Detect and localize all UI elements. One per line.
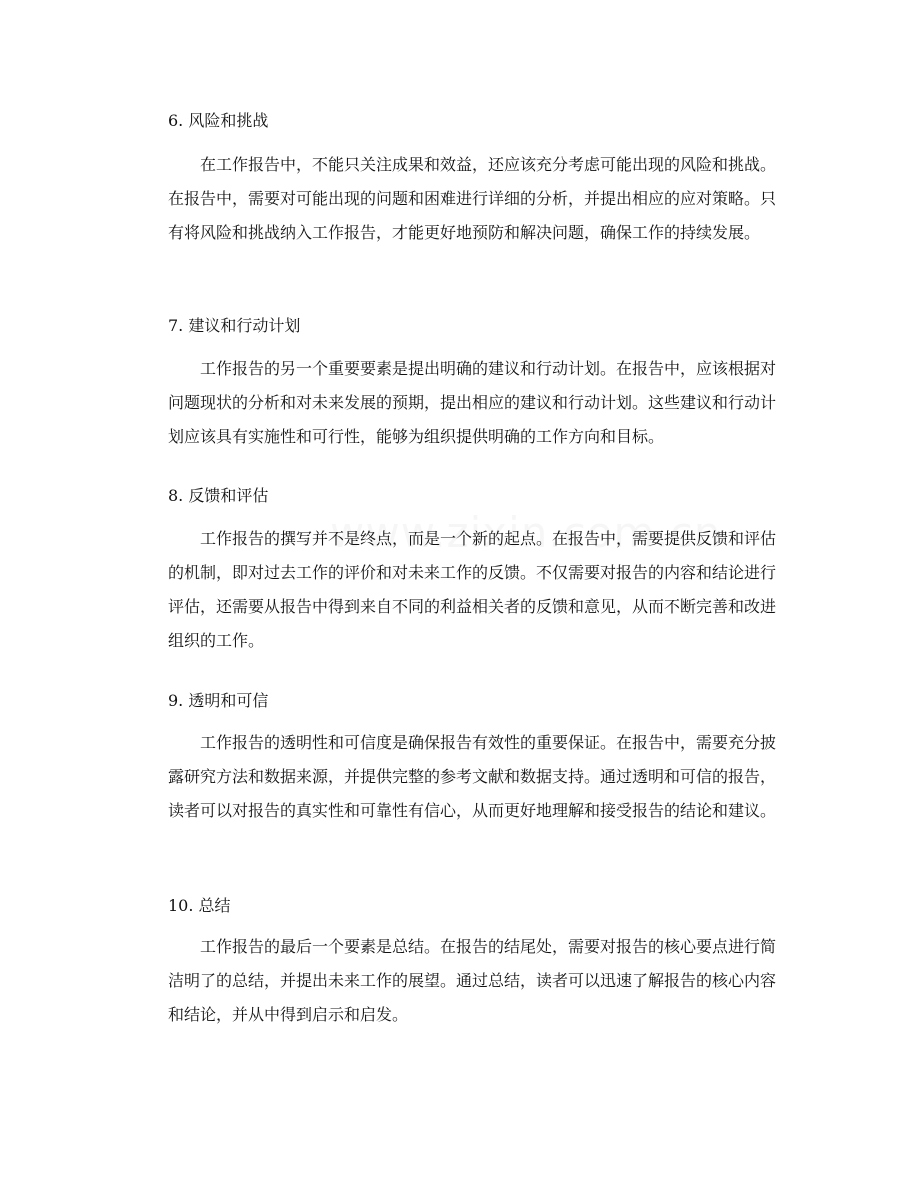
- section-body-recommendations: 工作报告的另一个重要要素是提出明确的建议和行动计划。在报告中，应该根据对问题现状的分析和对未来发展的预期，提出相应的建议和行动计划。这些建议和行动计划应该具有实施性和可行性，能够为组织提供明确的工作方向和目标。: [168, 359, 777, 446]
- section-heading-transparency: 9. 透明和可信: [168, 691, 269, 710]
- section-heading-recommendations: 7. 建议和行动计划: [168, 316, 301, 335]
- section-body-transparency: 工作报告的透明性和可信度是确保报告有效性的重要保证。在报告中，需要充分披露研究方法和数据来源，并提供完整的参考文献和数据支持。通过透明和可信的报告，读者可以对报告的真实性和可靠性有信心，从而更好地理解和接受报告的结论和建议。: [168, 733, 777, 820]
- section-heading-summary: 10. 总结: [168, 896, 231, 915]
- section-heading-risks: 6. 风险和挑战: [168, 111, 269, 130]
- section-body-summary: 工作报告的最后一个要素是总结。在报告的结尾处，需要对报告的核心要点进行简洁明了的总结，并提出未来工作的展望。通过总结，读者可以迅速了解报告的核心内容和结论，并从中得到启示和启发。: [168, 937, 777, 1024]
- section-body-risks: 在工作报告中，不能只关注成果和效益，还应该充分考虑可能出现的风险和挑战。在报告中，需要对可能出现的问题和困难进行详细的分析，并提出相应的应对策略。只有将风险和挑战纳入工作报告，才能更好地预防和解决问题，确保工作的持续发展。: [168, 155, 777, 242]
- section-heading-feedback: 8. 反馈和评估: [168, 486, 269, 505]
- section-body-feedback: 工作报告的撰写并不是终点，而是一个新的起点。在报告中，需要提供反馈和评估的机制，即对过去工作的评价和对未来工作的反馈。不仅需要对报告的内容和结论进行评估，还需要从报告中得到来自不同的利益相关者的反馈和意见，从而不断完善和改进组织的工作。: [168, 529, 777, 650]
